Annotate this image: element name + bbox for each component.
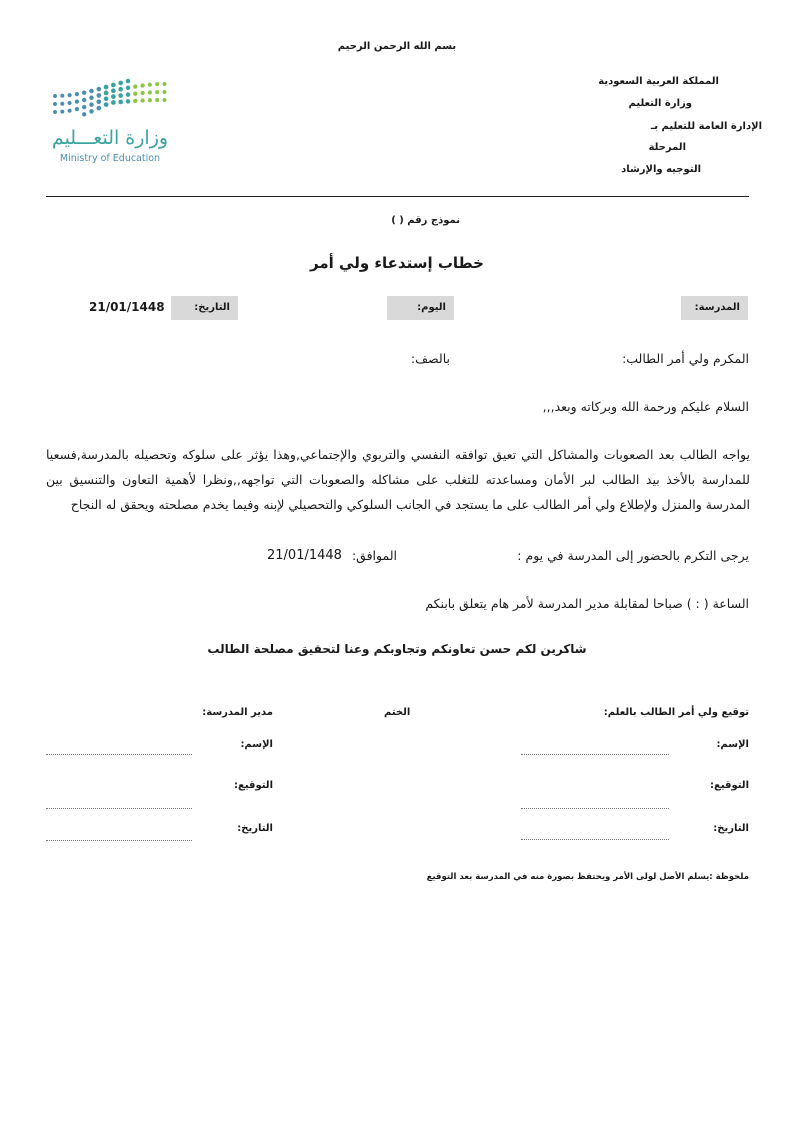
guardian-signature-line[interactable] — [521, 808, 669, 809]
guardian-signature-heading: توقيع ولي أمر الطالب بالعلم: — [603, 707, 749, 718]
logo-dot — [89, 89, 94, 94]
header-divider — [46, 196, 749, 197]
ministry-logo — [51, 78, 171, 168]
class-line: بالصف: — [410, 351, 450, 366]
greeting: السلام عليكم ورحمة الله وبركاته وبعد,,, — [542, 399, 749, 414]
logo-dot — [155, 82, 159, 86]
manager-name-label: الإسم: — [240, 739, 273, 750]
header-department: التوجيه والإرشاد — [621, 164, 701, 175]
logo-dot — [155, 90, 159, 94]
logo-dot — [140, 91, 144, 95]
logo-dot — [163, 98, 167, 102]
logo-dot — [155, 98, 159, 102]
logo-dot — [133, 84, 137, 88]
agreed-label: الموافق: — [351, 548, 397, 563]
logo-arabic-text: وزارة التعـــليم — [51, 127, 169, 149]
logo-dot — [53, 110, 57, 114]
date-value: 21/01/1448 — [89, 300, 165, 314]
header-stage: المرحلة — [648, 142, 686, 153]
logo-dot — [111, 100, 116, 105]
logo-dot — [89, 109, 94, 114]
logo-english-text: Ministry of Education — [59, 153, 161, 164]
logo-dot — [68, 93, 72, 97]
logo-dot — [133, 99, 137, 103]
guardian-name-label: الإسم: — [716, 739, 749, 750]
logo-dot — [68, 109, 72, 113]
guardian-date-line[interactable] — [521, 839, 669, 840]
logo-dot — [96, 99, 101, 104]
logo-dot — [96, 93, 101, 98]
letter-title: خطاب إستدعاء ولي أمر — [310, 254, 484, 272]
form-number: نموذج رقم ( ) — [391, 215, 460, 226]
logo-dot — [111, 88, 116, 93]
logo-dot — [163, 82, 167, 86]
basmala: بسم الله الرحمن الرحيم — [337, 41, 457, 52]
header-kingdom: المملكة العربية السعودية — [598, 76, 719, 87]
school-label: المدرسة: — [681, 296, 748, 320]
header-ministry: وزارة التعليم — [628, 98, 692, 109]
logo-dot — [118, 81, 123, 86]
logo-dot — [148, 83, 152, 87]
logo-dot — [82, 105, 86, 109]
logo-dot — [104, 96, 109, 101]
manager-date-label: التاريخ: — [237, 823, 273, 834]
logo-dot — [140, 83, 144, 87]
logo-dot — [75, 92, 79, 96]
logo-dot — [104, 91, 109, 96]
manager-name-line[interactable] — [46, 754, 192, 755]
logo-dot — [118, 87, 123, 92]
logo-dot — [126, 92, 131, 97]
logo-dot — [126, 79, 131, 84]
date-label: التاريخ: — [171, 296, 238, 320]
logo-dot — [118, 100, 123, 105]
time-line: الساعة ( : ) صباحا لمقابلة مدير المدرسة لأمر هام يتعلق بابنكم — [425, 596, 749, 611]
footer-note: ملحوظة :يسلم الأصل لولى الأمر ويحتفظ بصورة منه في المدرسة بعد التوقيع — [426, 872, 749, 882]
logo-dot — [126, 86, 131, 91]
guardian-name-line[interactable] — [521, 754, 669, 755]
stamp-heading: الختم — [384, 707, 411, 718]
logo-dot — [75, 107, 79, 111]
logo-dot — [60, 94, 64, 98]
logo-dot — [53, 94, 57, 98]
guardian-date-label: التاريخ: — [713, 823, 749, 834]
logo-dot — [82, 98, 86, 102]
logo-dots-icon — [51, 78, 171, 118]
thanks-line: شاكرين لكم حسن تعاونكم وتجاوبكم وعنا لتحقيق مصلحة الطالب — [207, 642, 587, 656]
logo-dot — [75, 100, 79, 104]
header-directorate: الإدارة العامة للتعليم بـ — [650, 121, 762, 132]
logo-dot — [111, 83, 116, 88]
manager-signature-label: التوقيع: — [234, 780, 273, 791]
manager-signature-line[interactable] — [46, 808, 192, 809]
logo-dot — [104, 85, 109, 90]
logo-dot — [96, 87, 101, 92]
logo-dot — [133, 92, 137, 96]
manager-heading: مدير المدرسة: — [202, 707, 273, 718]
logo-dot — [96, 106, 101, 111]
logo-dot — [163, 90, 167, 94]
attend-line: يرجى التكرم بالحضور إلى المدرسة في يوم : — [517, 548, 749, 563]
logo-dot — [89, 96, 94, 101]
logo-dot — [60, 102, 64, 106]
guardian-signature-label: التوقيع: — [710, 780, 749, 791]
letter-paragraph: يواجه الطالب بعد الصعوبات والمشاكل التي تعيق توافقه النفسي والتربوي والإجتماعي,وهذا يؤثر على سلوكه وتحصيله بالمدرسة,فسعيا للمدارسة بالأخذ بيد الطالب لبر الأمان ومساعدته للتغلب على مشاكله والصعوبات التي تواجهه,,ونظرا لأهمية التعاون والتنسيق بين المدرسة والمنزل ولإطلاع ولي أمر الطالب على ما يستجد في الجانب السلوكي والتحصيلي لإبنه وفيما يخدم مصلحته ويحقق له النجاح — [46, 447, 750, 512]
logo-dot — [60, 110, 64, 114]
logo-dot — [82, 112, 86, 116]
logo-dot — [118, 93, 123, 98]
day-label: اليوم: — [387, 296, 454, 320]
logo-dot — [140, 98, 144, 102]
logo-dot — [89, 102, 94, 107]
agreed-date: 21/01/1448 — [267, 548, 342, 563]
logo-dot — [126, 99, 131, 104]
guardian-line: المكرم ولي أمر الطالب: — [622, 351, 749, 366]
logo-dot — [53, 102, 57, 106]
logo-dot — [68, 101, 72, 105]
logo-dot — [148, 90, 152, 94]
logo-dot — [111, 94, 116, 99]
logo-dot — [148, 98, 152, 102]
logo-dot — [82, 91, 86, 95]
manager-date-line[interactable] — [46, 840, 192, 841]
logo-dot — [104, 102, 109, 107]
